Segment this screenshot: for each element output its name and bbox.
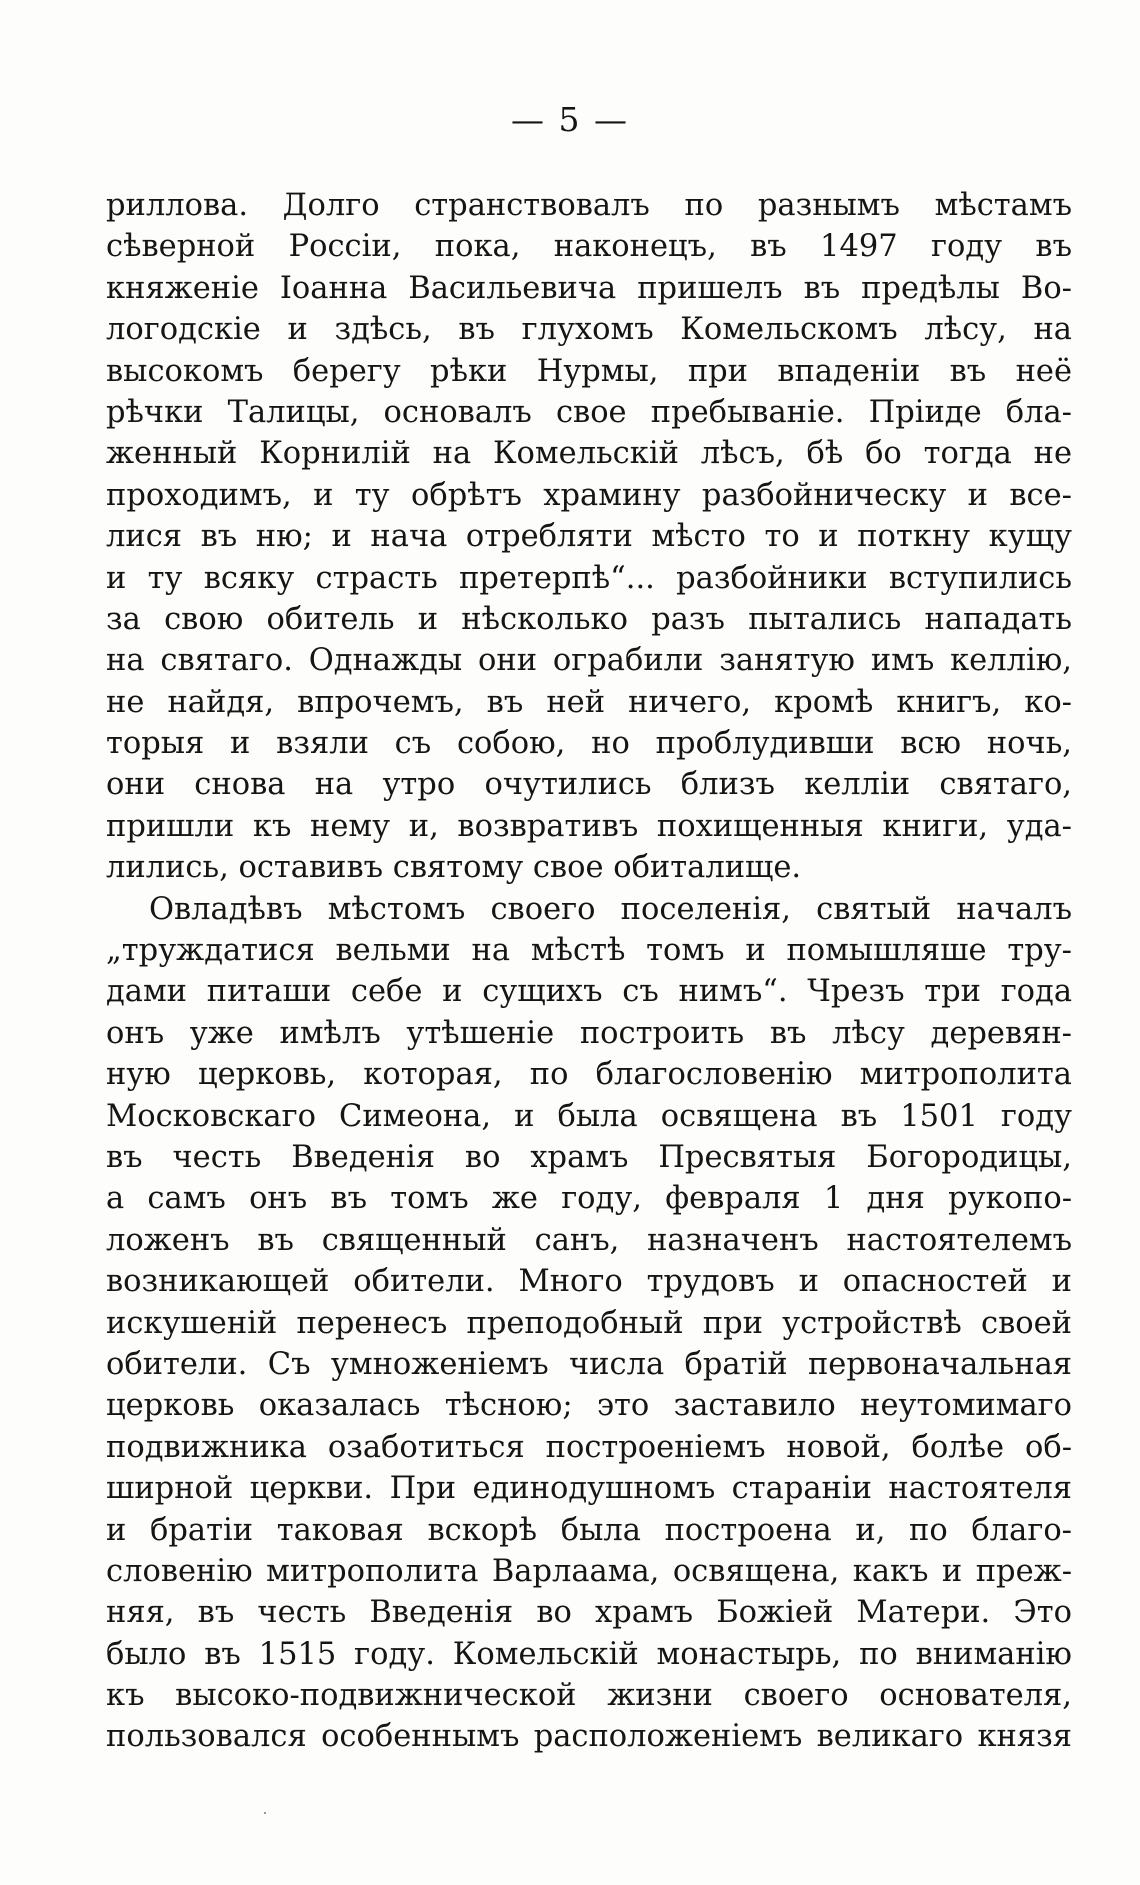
text-line: логодскіе и здѣсь, въ глухомъ Комельскомъ лѣсу, на <box>106 312 1072 348</box>
text-line: подвижника озаботиться построеніемъ новой, болѣе об- <box>106 1429 1072 1465</box>
ink-speck <box>264 1812 266 1814</box>
text-line: не найдя, впрочемъ, въ ней ничего, кромѣ книгъ, ко- <box>106 684 1072 720</box>
text-line: ширной церкви. При единодушномъ стараніи настоятеля <box>106 1471 1072 1507</box>
text-line: торыя и взяли съ собою, но проблудивши всю ночь, <box>106 726 1072 762</box>
text-line: церковь оказалась тѣсною; это заставило неутомимаго <box>106 1388 1072 1424</box>
text-line: они снова на утро очутились близъ келліи святаго, <box>106 767 1072 803</box>
text-line: искушеній перенесъ преподобный при устройствѣ своей <box>106 1305 1072 1341</box>
text-line: онъ уже имѣлъ утѣшеніе построить въ лѣсу деревян- <box>106 1015 1072 1051</box>
text-line: обители. Съ умноженіемъ числа братій первоначальная <box>106 1346 1072 1382</box>
text-line: сѣверной Россіи, пока, наконецъ, въ 1497 году въ <box>106 229 1072 265</box>
text-line: и братіи таковая вскорѣ была построена и, по благо- <box>106 1512 1072 1548</box>
text-line: было въ 1515 году. Комельскій монастырь, по вниманію <box>106 1636 1072 1672</box>
body-text <box>106 185 1072 1758</box>
text-line: дами питаши себе и сущихъ съ нимъ“. Чрезъ три года <box>106 974 1072 1010</box>
text-line: рѣчки Талицы, основалъ свое пребываніе. Пріиде бла- <box>106 394 1072 430</box>
text-line: „труждатися вельми на мѣстѣ томъ и помышляше тру- <box>106 933 1072 969</box>
text-line: возникающей обители. Много трудовъ и опасностей и <box>106 1264 1072 1300</box>
text-line: въ честь Введенія во храмъ Пресвятыя Богородицы, <box>106 1139 1072 1175</box>
text-line: пользовался особеннымъ расположеніемъ великаго князя <box>106 1719 1072 1755</box>
text-line: ложенъ въ священный санъ, назначенъ настоятелемъ <box>106 1222 1072 1258</box>
text-line: за свою обитель и нѣсколько разъ пытались нападать <box>106 601 1072 637</box>
page-number: — 5 — <box>511 100 629 139</box>
text-line: высокомъ берегу рѣки Нурмы, при впаденіи въ неё <box>106 353 1072 389</box>
text-line: женный Корнилій на Комельскій лѣсъ, бѣ бо тогда не <box>106 436 1072 472</box>
text-line: ную церковь, которая, по благословенію митрополита <box>106 1057 1072 1093</box>
text-line: къ высоко-подвижнической жизни своего основателя, <box>106 1678 1072 1714</box>
text-line: проходимъ, и ту обрѣтъ храмину разбойническу и все- <box>106 477 1072 513</box>
text-line: пришли къ нему и, возвративъ похищенныя книги, уда- <box>106 808 1072 844</box>
text-line: княженіе Іоанна Васильевича пришелъ въ предѣлы Во- <box>106 270 1072 306</box>
text-line: Московскаго Симеона, и была освящена въ 1501 году <box>106 1098 1072 1134</box>
text-line: риллова. Долго странствовалъ по разнымъ мѣстамъ <box>106 188 1072 223</box>
paragraph-last-line: лились, оставивъ святому свое обиталище. <box>106 850 802 886</box>
text-line: няя, въ честь Введенія во храмъ Божіей Матери. Это <box>106 1595 1072 1631</box>
text-line: лися въ ню; и нача отребляти мѣсто то и поткну кущу <box>106 519 1072 555</box>
paragraph-first-line: Овладѣвъ мѣстомъ своего поселенія, святый началъ <box>149 891 1072 927</box>
text-line: на святаго. Однажды они ограбили занятую имъ келлію, <box>106 643 1072 679</box>
text-line: а самъ онъ въ томъ же году, февраля 1 дня рукопо- <box>106 1181 1072 1217</box>
text-line: словенію митрополита Варлаама, освящена, какъ и преж- <box>106 1553 1072 1589</box>
text-line: и ту всяку страсть претерпѣ“... разбойники вступились <box>106 560 1072 596</box>
